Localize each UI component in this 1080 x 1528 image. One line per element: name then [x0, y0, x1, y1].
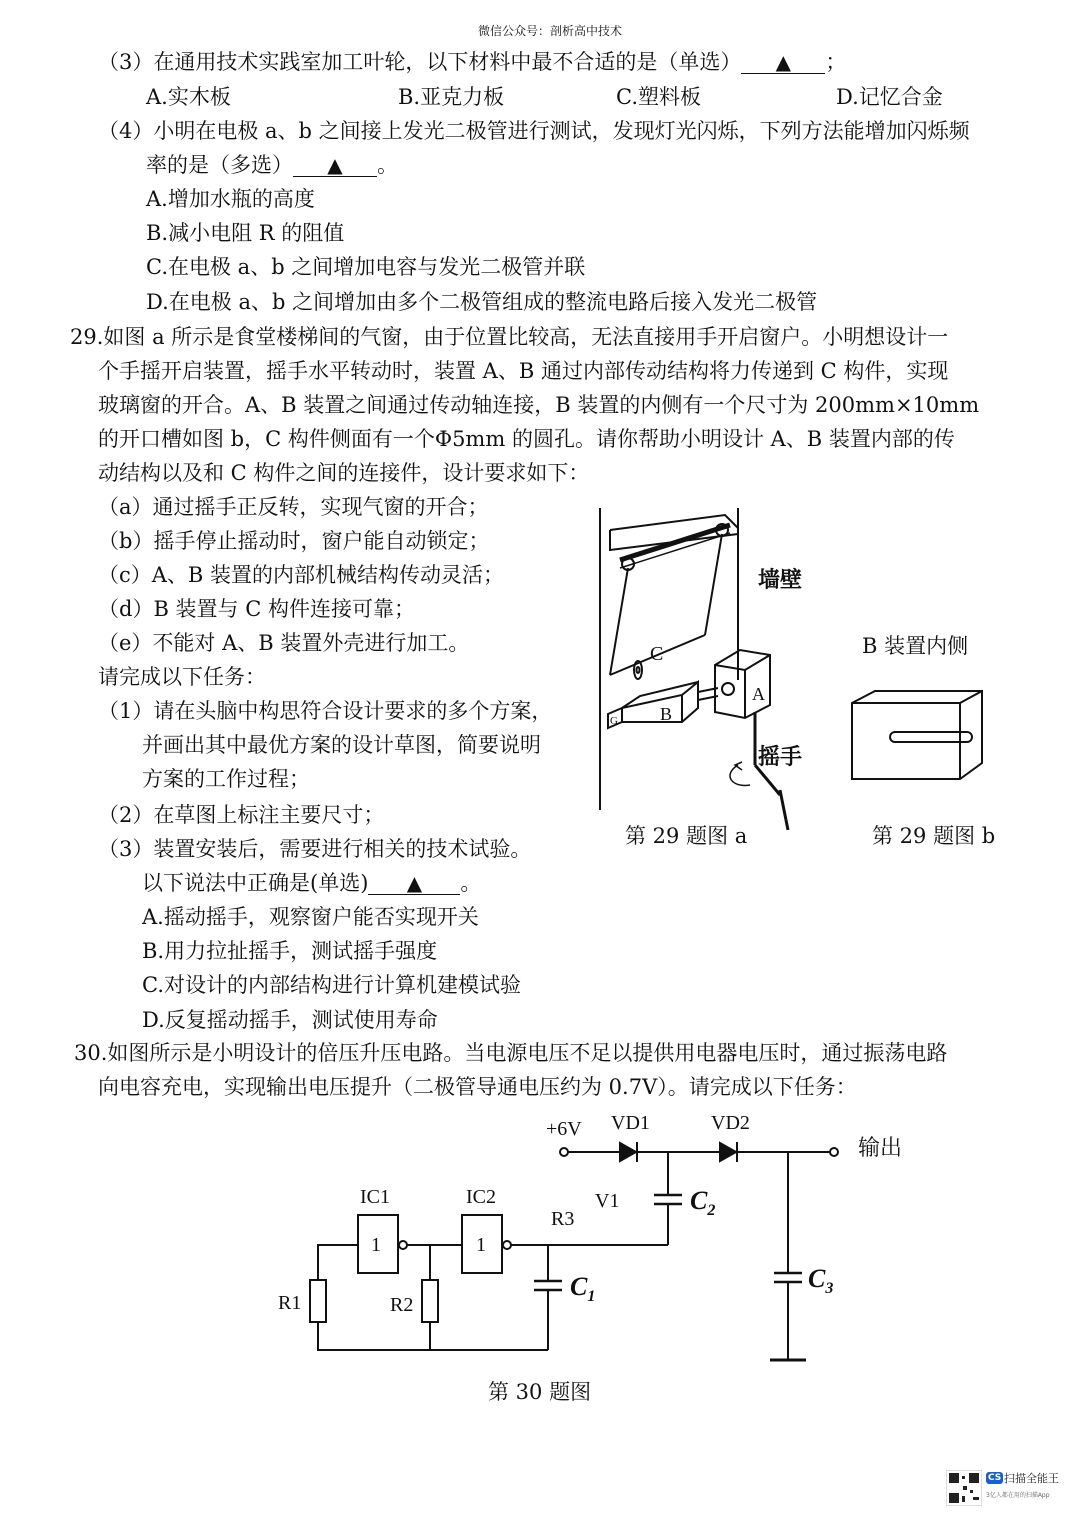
q30-intro-line1: 30.如图所示是小明设计的倍压升压电路。当电源电压不足以提供用电器电压时，通过振荡电路: [74, 1041, 948, 1065]
fig29a-label-crank: 摇手: [758, 744, 803, 769]
q29-intro-line3: 玻璃窗的开合。A、B 装置之间通过传动轴连接，B 装置的内侧有一个尺寸为 200mm×10mm: [98, 393, 980, 417]
q29-req-b: （b）摇手停止摇动时，窗户能自动锁定；: [98, 529, 490, 553]
figure-29b: [840, 685, 990, 785]
q28-3-stem: （3）在通用技术实践室加工叶轮，以下材料中最不合适的是（单选） ▲ ；: [98, 50, 847, 74]
fig29a-g-mark: G: [610, 715, 618, 727]
figure-29a-caption: 第 29 题图 a: [625, 824, 748, 848]
figure-29a: [590, 500, 830, 830]
fig29a-label-a: A: [752, 684, 765, 704]
q28-4-option-d: D.在电极 a、b 之间增加由多个二极管组成的整流电路后接入发光二极管: [146, 290, 818, 314]
figure-30-caption: 第 30 题图: [488, 1380, 592, 1404]
q28-3-option-d: D.记忆合金: [836, 85, 943, 109]
watermark-sub: 3亿人都在用的扫描App: [986, 1492, 1050, 1499]
q28-3-option-c: C.塑料板: [616, 85, 701, 109]
circuit-r3-label: R3: [551, 1208, 575, 1230]
q28-3-option-a: A.实木板: [146, 85, 231, 109]
circuit-ic2-gate: 1: [476, 1234, 486, 1256]
fig29a-label-wall: 墙壁: [758, 567, 803, 592]
circuit-vd1-label: VD1: [611, 1112, 650, 1134]
q29-task1-line3: 方案的工作过程；: [142, 767, 310, 791]
figure-29b-caption: 第 29 题图 b: [872, 824, 996, 848]
q29-req-c: （c）A、B 装置的内部机械结构传动灵活；: [98, 563, 505, 587]
camscanner-badge-icon: CS: [988, 1473, 1002, 1483]
q28-4-option-b: B.减小电阻 R 的阻值: [146, 221, 345, 245]
q29-tasks-title: 请完成以下任务：: [98, 665, 266, 689]
q29-intro-line5: 动结构以及和 C 构件之间的连接件，设计要求如下：: [98, 461, 590, 485]
q28-3-option-b: B.亚克力板: [398, 85, 505, 109]
q29-req-a: （a）通过摇手正反转，实现气窗的开合；: [98, 495, 489, 519]
q29-task2: （2）在草图上标注主要尺寸；: [98, 803, 385, 827]
q29-3-option-a: A.摇动摇手，观察窗户能否实现开关: [142, 905, 479, 929]
q29-task3-line2: 以下说法中正确是(单选) ▲ 。: [142, 871, 482, 895]
q29-intro-line1: 29.如图 a 所示是食堂楼梯间的气窗，由于位置比较高，无法直接用手开启窗户。小明想设计一: [70, 325, 949, 349]
circuit-output-label: 输出: [858, 1135, 903, 1160]
q28-4-stem-line2: 率的是（多选） ▲ 。: [146, 153, 398, 177]
q29-task1-line1: （1）请在头脑中构思符合设计要求的多个方案，: [98, 699, 553, 723]
circuit-v1-label: V1: [595, 1190, 620, 1212]
q29-3-option-d: D.反复摇动摇手，测试使用寿命: [142, 1008, 438, 1032]
fig29b-title: B 装置内侧: [862, 634, 969, 658]
circuit-c3-label: $C_3$: [808, 1264, 834, 1297]
circuit-c2-label: $C_2$: [690, 1186, 716, 1219]
q28-4-stem-line1: （4）小明在电极 a、b 之间接上发光二极管进行测试，发现灯光闪烁，下列方法能增加闪烁频: [98, 119, 970, 143]
scanner-watermark: [940, 1464, 1068, 1514]
source-header: 微信公众号：剖析高中技术: [478, 24, 623, 38]
circuit-r1-label: R1: [278, 1292, 302, 1314]
q29-intro-line4: 的开口槽如图 b，C 构件侧面有一个Φ5mm 的圆孔。请你帮助小明设计 A、B 装置内部的传: [98, 427, 955, 451]
circuit-ic1-gate: 1: [371, 1234, 381, 1256]
q28-3-answer-blank[interactable]: ▲: [741, 51, 825, 74]
circuit-c1-label: $C_1$: [570, 1272, 596, 1305]
fig29a-label-c: C: [650, 643, 664, 665]
watermark-brand: 扫描全能王: [1004, 1472, 1059, 1485]
q29-3-option-b: B.用力拉扯摇手，测试摇手强度: [142, 939, 438, 963]
circuit-ic2-label: IC2: [466, 1186, 496, 1208]
q29-task3-line1: （3）装置安装后，需要进行相关的技术试验。: [98, 837, 532, 861]
qr-code-icon: [946, 1470, 982, 1506]
circuit-ic1-label: IC1: [360, 1186, 390, 1208]
q29-task1-line2: 并画出其中最优方案的设计草图，简要说明: [142, 733, 541, 757]
q29-req-e: （e）不能对 A、B 装置外壳进行加工。: [98, 631, 470, 655]
q28-3-stem-text: （3）在通用技术实践室加工叶轮，以下材料中最不合适的是（单选）: [98, 50, 742, 74]
figure-30-circuit: [270, 1105, 930, 1375]
circuit-vcc-label: +6V: [546, 1118, 582, 1140]
q29-3-answer-blank[interactable]: ▲: [368, 872, 460, 895]
q28-4-option-c: C.在电极 a、b 之间增加电容与发光二极管并联: [146, 255, 586, 279]
fig29a-label-b: B: [660, 704, 673, 724]
circuit-r2-label: R2: [390, 1294, 414, 1316]
q28-4-option-a: A.增加水瓶的高度: [146, 187, 315, 211]
circuit-vd2-label: VD2: [711, 1112, 750, 1134]
q29-req-d: （d）B 装置与 C 构件连接可靠；: [98, 597, 415, 621]
q28-4-answer-blank[interactable]: ▲: [293, 154, 377, 177]
q29-intro-line2: 个手摇开启装置，摇手水平转动时，装置 A、B 通过内部传动结构将力传递到 C 构件，实现: [98, 359, 949, 383]
q30-intro-line2: 向电容充电，实现输出电压提升（二极管导通电压约为 0.7V）。请完成以下任务：: [98, 1075, 857, 1099]
q29-3-option-c: C.对设计的内部结构进行计算机建模试验: [142, 973, 521, 997]
